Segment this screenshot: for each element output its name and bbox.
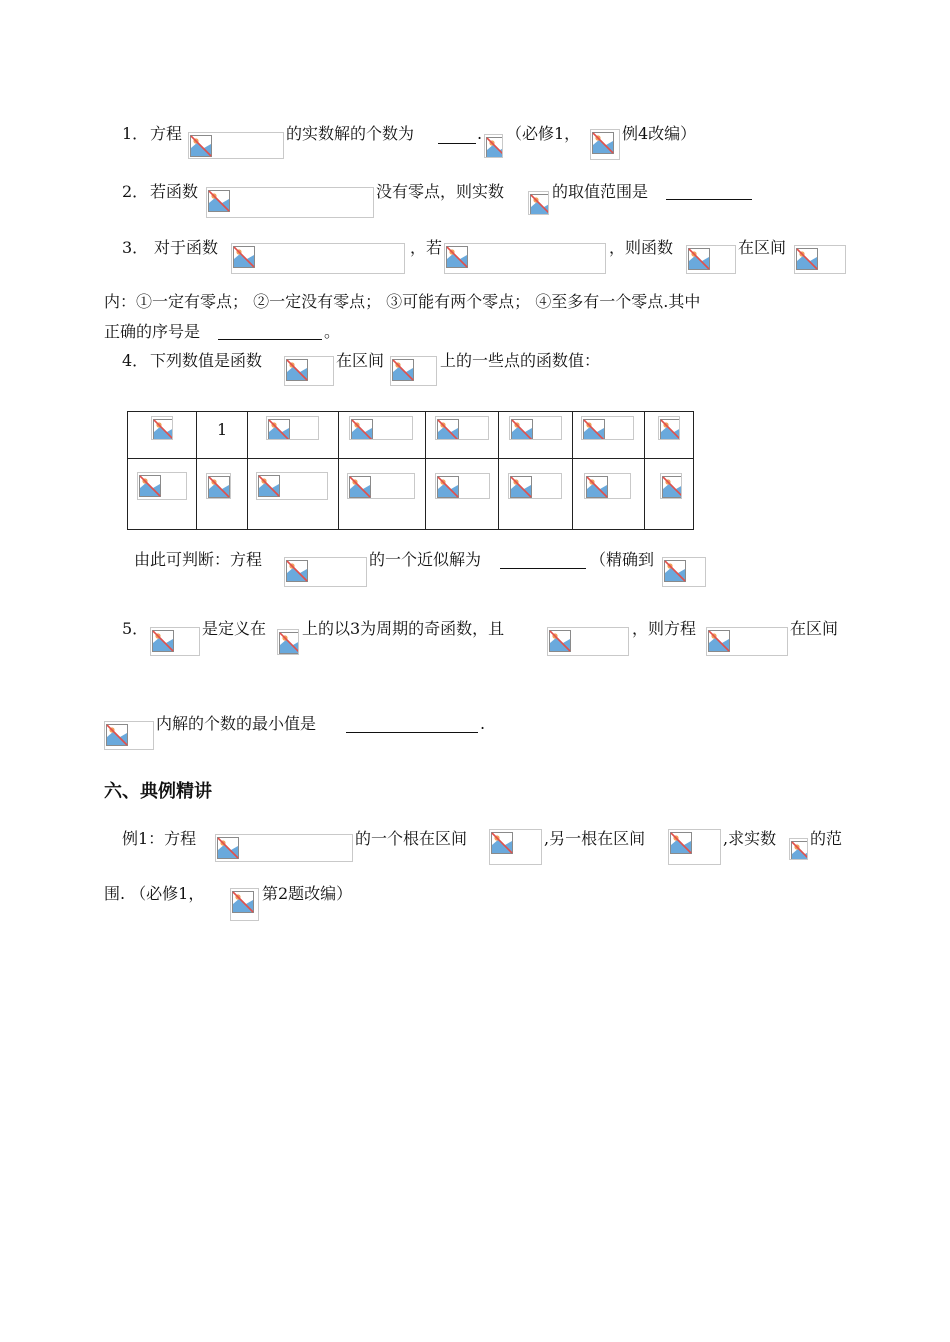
table-cell-image xyxy=(658,416,680,440)
broken-image-icon xyxy=(664,560,686,582)
problem-4-conclusion: 由此可判断：方程 xyxy=(134,550,263,569)
answer-blank[interactable] xyxy=(666,199,752,200)
example-1-text: ,求实数 xyxy=(723,829,777,848)
table-cell-value: 1 xyxy=(217,420,228,439)
equation-image xyxy=(444,243,606,274)
problem-3-text: ，若 xyxy=(410,238,443,257)
example-1-text: 的一个根在区间 xyxy=(355,829,468,848)
broken-image-icon xyxy=(708,630,730,652)
broken-image-icon xyxy=(268,419,290,440)
equation-image xyxy=(206,187,374,218)
broken-image-icon xyxy=(232,891,254,913)
equation-image xyxy=(794,245,846,274)
equation-image xyxy=(230,888,259,921)
broken-image-icon xyxy=(660,419,680,440)
problem-1-source: （必修1， xyxy=(506,124,581,143)
problem-5-text: . xyxy=(480,714,486,733)
equation-image xyxy=(789,838,808,860)
broken-image-icon xyxy=(437,476,459,498)
table-column-divider xyxy=(338,412,339,529)
table-cell-image xyxy=(435,416,489,440)
broken-image-icon xyxy=(286,560,308,582)
broken-image-icon xyxy=(208,190,230,212)
problem-4-conclusion: （精确到 xyxy=(590,550,655,569)
example-1-text: 的范 xyxy=(810,829,843,848)
broken-image-icon xyxy=(217,837,239,859)
answer-blank[interactable] xyxy=(500,568,586,569)
table-column-divider xyxy=(498,412,499,529)
problem-3-number: 3． xyxy=(122,238,149,257)
problem-5-text: ，则方程 xyxy=(632,619,697,638)
broken-image-icon xyxy=(486,137,503,158)
table-column-divider xyxy=(644,412,645,529)
table-cell-image xyxy=(137,472,187,500)
broken-image-icon xyxy=(511,419,533,440)
example-1-source: 围. （必修1， xyxy=(104,884,205,903)
equation-image xyxy=(528,191,549,215)
problem-4-number: 4． xyxy=(122,351,149,370)
equation-image xyxy=(547,627,629,656)
broken-image-icon xyxy=(279,632,299,654)
equation-image xyxy=(104,721,154,750)
problem-3-text: 对于函数 xyxy=(154,238,219,257)
broken-image-icon xyxy=(351,419,373,440)
broken-image-icon xyxy=(670,832,692,854)
broken-image-icon xyxy=(233,246,255,268)
table-cell-image xyxy=(508,473,562,499)
table-cell-image xyxy=(349,416,413,440)
broken-image-icon xyxy=(592,132,614,154)
table-column-divider xyxy=(425,412,426,529)
equation-image xyxy=(706,627,788,656)
broken-image-icon xyxy=(349,476,371,498)
broken-image-icon xyxy=(258,475,280,497)
problem-2-text: 若函数 xyxy=(150,182,199,201)
table-row-divider xyxy=(128,458,693,459)
table-cell-image xyxy=(256,472,328,500)
table-cell-image xyxy=(266,416,319,440)
equation-image xyxy=(284,557,367,587)
equation-image xyxy=(590,129,620,160)
broken-image-icon xyxy=(139,475,161,497)
equation-image xyxy=(277,629,299,655)
broken-image-icon xyxy=(190,135,212,157)
broken-image-icon xyxy=(791,841,808,860)
answer-blank[interactable] xyxy=(438,143,476,144)
problem-5-text: 在区间 xyxy=(790,619,839,638)
equation-image xyxy=(150,627,200,656)
example-1-source: 第2题改编） xyxy=(262,884,353,903)
equation-image xyxy=(489,829,542,865)
problem-1-text: . xyxy=(477,124,483,143)
broken-image-icon xyxy=(688,248,710,270)
equation-image xyxy=(686,245,736,274)
broken-image-icon xyxy=(437,419,459,440)
broken-image-icon xyxy=(491,832,513,854)
equation-image xyxy=(188,132,284,159)
table-cell-image xyxy=(584,473,631,499)
table-cell-image xyxy=(151,416,173,440)
problem-5-text: 上的以3为周期的奇函数，且 xyxy=(302,619,505,638)
answer-blank[interactable] xyxy=(346,732,478,733)
problem-2-text: 的取值范围是 xyxy=(552,182,649,201)
equation-image xyxy=(284,356,334,386)
problem-4-text: 下列数值是函数 xyxy=(150,351,263,370)
equation-image xyxy=(390,356,437,386)
problem-1-source: 例4改编） xyxy=(622,124,697,143)
table-cell-image xyxy=(206,473,231,499)
problem-2-text: 没有零点，则实数 xyxy=(376,182,505,201)
example-1-text: ,另一根在区间 xyxy=(544,829,646,848)
problem-3-text: ，则函数 xyxy=(609,238,674,257)
broken-image-icon xyxy=(662,476,682,498)
table-cell-image xyxy=(581,416,634,440)
example-1-text: 例1：方程 xyxy=(122,829,197,848)
problem-4-text: 在区间 xyxy=(336,351,385,370)
problem-5-text: 内解的个数的最小值是 xyxy=(156,714,317,733)
broken-image-icon xyxy=(153,419,173,440)
equation-image xyxy=(662,557,706,587)
answer-blank[interactable] xyxy=(218,339,322,340)
broken-image-icon xyxy=(446,246,468,268)
equation-image xyxy=(484,134,503,158)
problem-2-number: 2． xyxy=(122,182,149,201)
broken-image-icon xyxy=(796,248,818,270)
broken-image-icon xyxy=(510,476,532,498)
broken-image-icon xyxy=(208,476,230,498)
broken-image-icon xyxy=(152,630,174,652)
problem-1-text: 的实数解的个数为 xyxy=(286,124,415,143)
equation-image xyxy=(231,243,405,274)
equation-image xyxy=(668,829,721,865)
table-cell-image xyxy=(509,416,562,440)
broken-image-icon xyxy=(286,359,308,381)
table-cell-image xyxy=(435,473,490,499)
table-column-divider xyxy=(572,412,573,529)
problem-1-number: 1． xyxy=(122,124,149,143)
problem-1-text: 方程 xyxy=(150,124,183,143)
broken-image-icon xyxy=(392,359,414,381)
problem-5-text: 是定义在 xyxy=(202,619,267,638)
broken-image-icon xyxy=(549,630,571,652)
problem-3-text: 在区间 xyxy=(738,238,787,257)
section-title: 六、典例精讲 xyxy=(104,781,212,802)
broken-image-icon xyxy=(106,724,128,746)
problem-5-number: 5． xyxy=(122,619,149,638)
broken-image-icon xyxy=(530,194,549,215)
table-cell-image xyxy=(347,473,415,499)
problem-3-text: 。 xyxy=(324,322,341,341)
problem-3-options: 内：①一定有零点； ②一定没有零点； ③可能有两个零点； ④至多有一个零点.其中 xyxy=(104,292,701,311)
table-cell-image xyxy=(660,473,682,499)
equation-image xyxy=(215,834,353,862)
broken-image-icon xyxy=(583,419,605,440)
table-column-divider xyxy=(247,412,248,529)
problem-4-conclusion: 的一个近似解为 xyxy=(369,550,482,569)
broken-image-icon xyxy=(586,476,608,498)
table-column-divider xyxy=(196,412,197,529)
problem-4-text: 上的一些点的函数值： xyxy=(440,351,601,370)
problem-3-text: 正确的序号是 xyxy=(104,322,201,341)
